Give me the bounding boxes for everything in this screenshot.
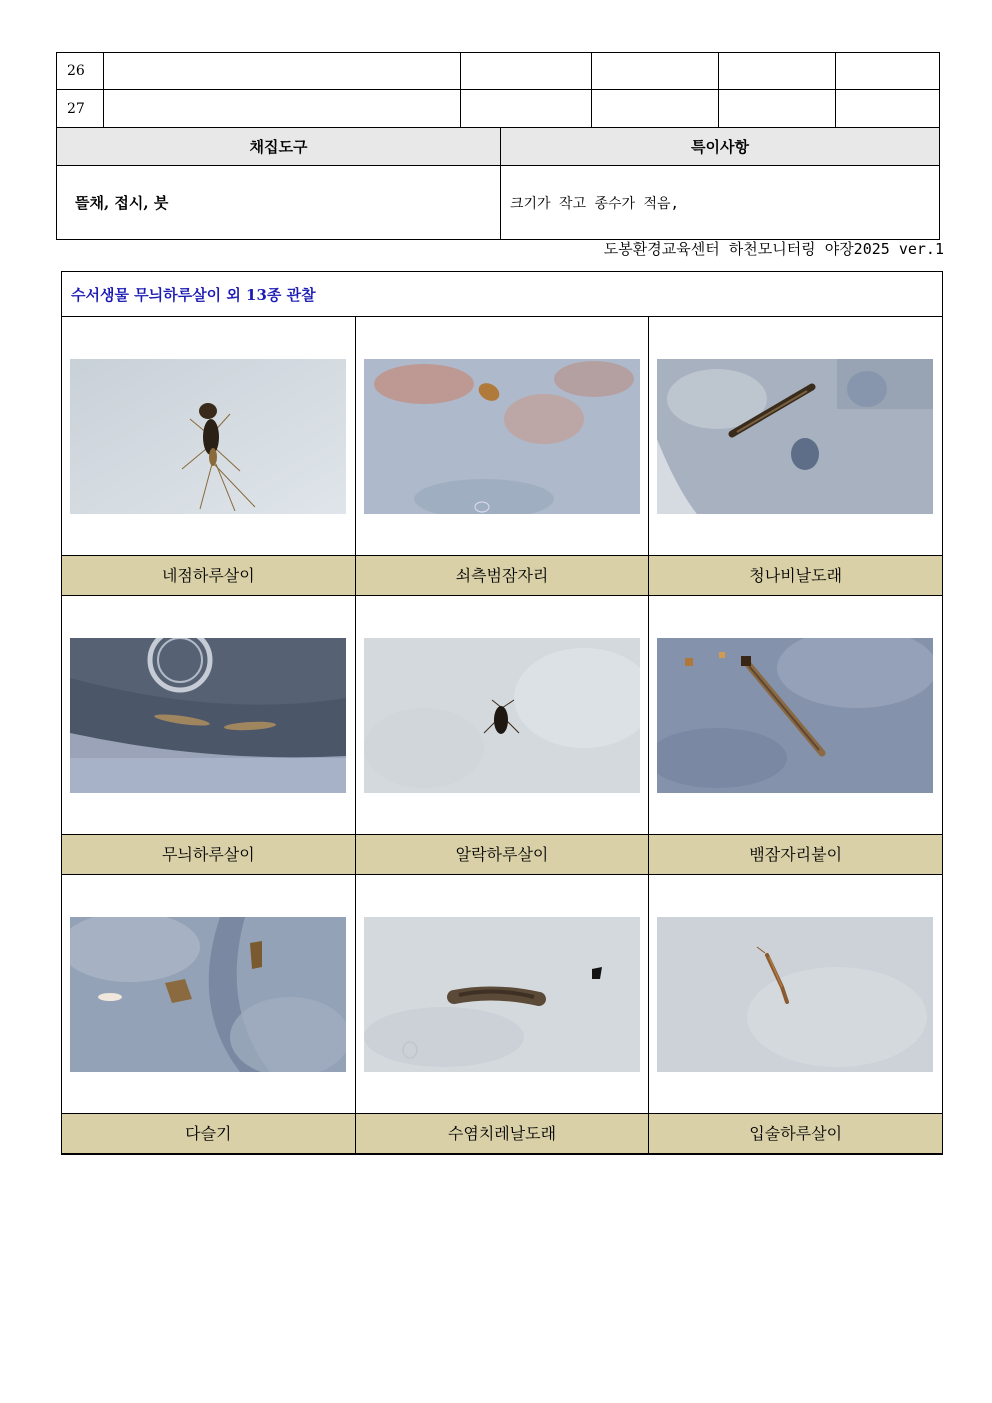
photo-cell bbox=[62, 317, 356, 556]
table-cell bbox=[104, 90, 461, 129]
species-label: 무늬하루살이 bbox=[62, 835, 356, 875]
mayfly-photo bbox=[70, 359, 346, 514]
grid-title: 수서생물 무늬하루살이 외 13종 관찰 bbox=[62, 272, 942, 317]
small-mayfly-photo bbox=[657, 917, 933, 1072]
table-cell bbox=[836, 53, 940, 90]
photo-row bbox=[62, 596, 942, 835]
table-row bbox=[57, 90, 940, 129]
row-number: 27 bbox=[57, 90, 104, 129]
table-cell bbox=[836, 90, 940, 129]
photo-cell bbox=[649, 875, 942, 1114]
dragonfly-larva-photo bbox=[364, 359, 640, 514]
photo-cell bbox=[356, 317, 650, 556]
photo-cell bbox=[356, 596, 650, 835]
tools-value: 뜰채, 접시, 붓 bbox=[57, 166, 501, 240]
species-label: 입술하루살이 bbox=[649, 1114, 942, 1154]
table-row bbox=[57, 53, 940, 90]
photo-row bbox=[62, 317, 942, 556]
table-cell bbox=[104, 53, 461, 90]
mayfly-pair-photo bbox=[70, 638, 346, 793]
tools-header: 채집도구 bbox=[57, 128, 501, 166]
observation-grid bbox=[61, 271, 943, 1155]
species-label: 쇠측범잠자리 bbox=[356, 556, 650, 596]
label-row bbox=[62, 835, 942, 875]
record-table bbox=[56, 52, 940, 129]
label-row bbox=[62, 556, 942, 596]
table-cell bbox=[592, 90, 719, 129]
species-label: 수염치레날도래 bbox=[356, 1114, 650, 1154]
table-cell bbox=[719, 90, 836, 129]
tools-table bbox=[56, 127, 940, 240]
photo-cell bbox=[649, 596, 942, 835]
page-footer: 도봉환경교육센터 하천모니터링 야장2025 ver.1 bbox=[603, 240, 944, 258]
species-label: 청나비날도래 bbox=[649, 556, 942, 596]
species-label: 뱀잠자리붙이 bbox=[649, 835, 942, 875]
photo-cell bbox=[356, 875, 650, 1114]
row-number: 26 bbox=[57, 53, 104, 90]
photo-cell bbox=[62, 875, 356, 1114]
snail-photo bbox=[70, 917, 346, 1072]
caddisfly-case-photo bbox=[657, 359, 933, 514]
species-label: 네점하루살이 bbox=[62, 556, 356, 596]
notes-header: 특이사항 bbox=[501, 128, 940, 166]
photo-cell bbox=[62, 596, 356, 835]
alderfly-larva-photo bbox=[657, 638, 933, 793]
notes-value: 크기가 작고 종수가 적음, bbox=[501, 166, 940, 240]
label-row bbox=[62, 1114, 942, 1154]
table-cell bbox=[592, 53, 719, 90]
photo-cell bbox=[649, 317, 942, 556]
species-label: 다슬기 bbox=[62, 1114, 356, 1154]
table-cell bbox=[461, 90, 592, 129]
table-cell bbox=[719, 53, 836, 90]
species-label: 알락하루살이 bbox=[356, 835, 650, 875]
caddis-case-photo bbox=[364, 917, 640, 1072]
photo-row bbox=[62, 875, 942, 1114]
mayfly-nymph-photo bbox=[364, 638, 640, 793]
table-cell bbox=[461, 53, 592, 90]
